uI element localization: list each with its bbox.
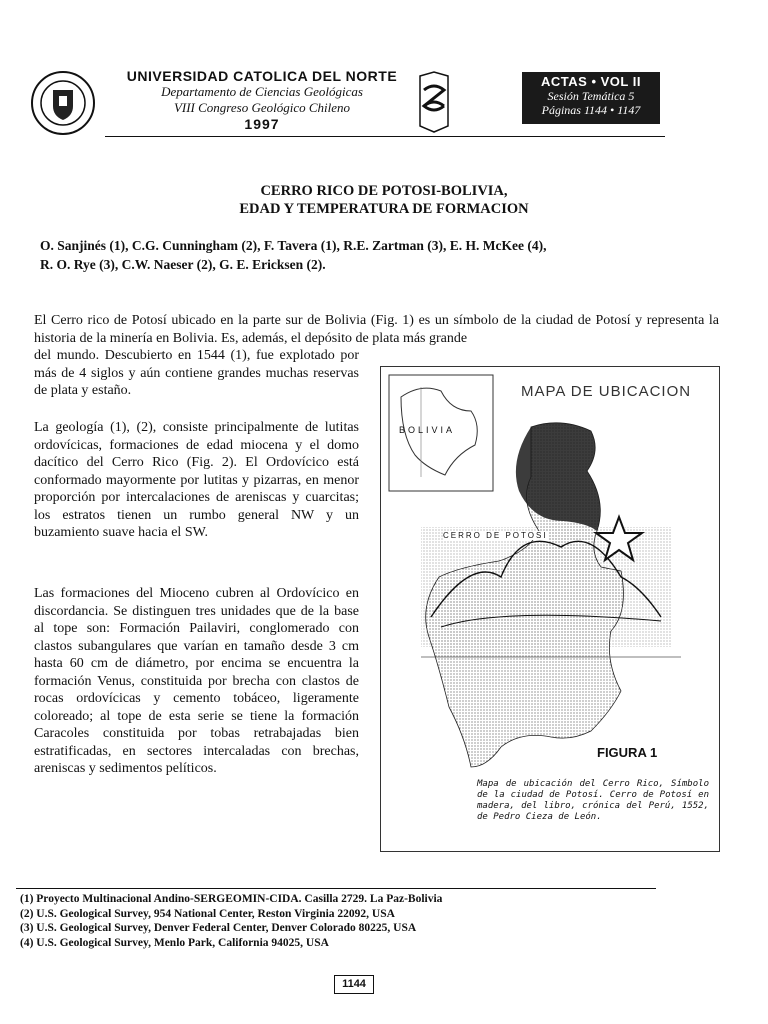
- congress-year: 1997: [244, 116, 280, 132]
- actas-session: Sesión Temática 5: [547, 89, 635, 103]
- university-name: UNIVERSIDAD CATOLICA DEL NORTE: [126, 68, 398, 84]
- paragraph-2: La geología (1), (2), consiste principalmente de lutitas ordovícicas, formaciones de edad miocena y el domo dacítico del Cerro Rico (Fig. 2). El Ordovícico está conformado mayormente por lutitas y pizarras, en menor proporción por intercalaciones de areniscas y cuarcitas; los estratos tienen un rumbo general NW y un buzamiento suave hacia el SW.: [34, 420, 359, 540]
- paragraph-1-continued: del mundo. Descubierto en 1544 (1), fue explotado por más de 4 siglos y aún contiene grandes muchas reservas de plata y estaño.: [34, 348, 359, 398]
- article-title: [0, 182, 768, 218]
- actas-title: ACTAS • VOL II: [541, 74, 641, 89]
- footnotes: [20, 892, 720, 950]
- footnote-2: (2) U.S. Geological Survey, 954 National Center, Reston Virginia 22092, USA: [20, 907, 395, 920]
- figure-1: [380, 366, 720, 852]
- authors-line-1: O. Sanjinés (1), C.G. Cunningham (2), F. Tavera (1), R.E. Zartman (3), E. H. McKee (4),: [40, 238, 547, 253]
- paragraph-3: Las formaciones del Mioceno cubren al Ordovícico en discordancia. Se distinguen tres unidades que de la base al tope son: Formación Pailaviri, conglomerado con clastos subangulares que varían en tamaño desde 3 cm hasta 60 cm de diámetro, por encima se encuentra la formación Venus, constituida por brecha con clastos de rocas ordovícicas y cemento tobáceo, ligeramente coloreado; al tope de esta serie se tiene la formación Caracoles constituida por tobas retrabajadas bien estratificadas, en sectores intercaladas con brechas, areniscas y sedimentos pelíticos.: [34, 586, 359, 776]
- actas-pages: Páginas 1144 • 1147: [541, 103, 641, 117]
- congress-name: VIII Congreso Geológico Chileno: [173, 100, 351, 115]
- university-seal-icon: [30, 70, 96, 136]
- congress-logo-icon: [412, 70, 456, 134]
- authors-line-2: R. O. Rye (3), C.W. Naeser (2), G. E. Ericksen (2).: [40, 257, 326, 272]
- actas-badge: [522, 72, 660, 124]
- department-name: Departamento de Ciencias Geológicas: [161, 84, 363, 99]
- title-line-1: CERRO RICO DE POTOSI-BOLIVIA,: [260, 183, 508, 199]
- footnote-rule: [16, 888, 656, 889]
- figure-label: FIGURA 1: [597, 745, 658, 760]
- map-title: MAPA DE UBICACION: [521, 383, 692, 400]
- figure-caption: Mapa de ubicación del Cerro Rico, Símbolo de la ciudad de Potosí. Cerro de Potosí en madera, del libro, crónica del Perú, 1552, de Pedro Cieza de León.: [477, 779, 709, 822]
- header-block: [112, 68, 412, 132]
- authors: [40, 236, 730, 274]
- footnote-3: (3) U.S. Geological Survey, Denver Federal Center, Denver Colorado 80225, USA: [20, 922, 417, 934]
- bolivia-label: BOLIVIA: [399, 425, 456, 435]
- paragraph-1-full: El Cerro rico de Potosí ubicado en la parte sur de Bolivia (Fig. 1) es un símbolo de la ciudad de Potosí y representa la historia de la minería en Bolivia. Es, además, el depósito de plata más grande: [34, 313, 719, 346]
- footnote-4: (4) U.S. Geological Survey, Menlo Park, California 94025, USA: [20, 936, 329, 949]
- footnote-1: (1) Proyecto Multinacional Andino-SERGEOMIN-CIDA. Casilla 2729. La Paz-Bolivia: [20, 893, 443, 905]
- cerro-label: CERRO DE POTOSI: [443, 531, 548, 540]
- title-line-2: EDAD Y TEMPERATURA DE FORMACION: [239, 201, 529, 217]
- header-rule: [105, 136, 665, 137]
- page-number: 1144: [334, 975, 374, 994]
